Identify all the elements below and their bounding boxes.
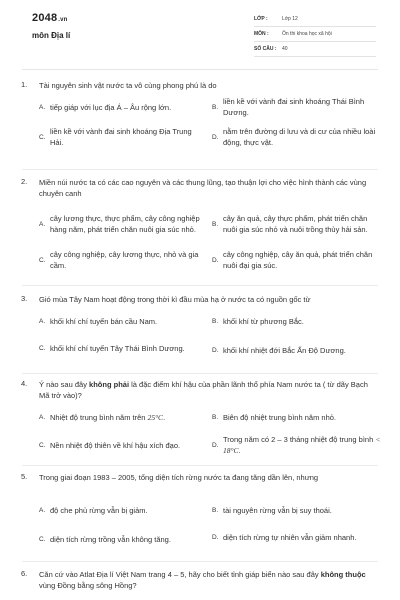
question-text: Tài nguyên sinh vật nước ta vô cùng phong phú là do [39,81,217,90]
question-text: Gió mùa Tây Nam hoạt động trong thời kì đầu mùa hạ ở nước ta có nguồn gốc từ [39,295,311,304]
option-d[interactable] [212,342,382,358]
option-text: liền kề với vành đai sinh khoáng Địa Trung Hải. [50,127,192,147]
option-d[interactable] [212,126,382,148]
option-a[interactable] [39,313,211,329]
option-b[interactable] [212,313,382,329]
meta-row-count [254,42,376,57]
option-letter: C. [39,441,46,449]
question-divider [22,285,378,286]
option-text: tiếp giáp với lục địa Á – Âu rộng lớn. [50,102,172,112]
option-d[interactable] [212,525,382,549]
question-number: 1. [21,80,28,89]
question-divider [22,561,378,562]
logo-main: 2048 [32,12,58,24]
meta-label: LỚP : [254,16,268,22]
option-letter: A. [39,317,46,325]
meta-value: Ôn thi khoa học xã hội [282,31,332,37]
question-text-start: Căn cứ vào Atlat Địa lí Việt Nam trang 4 – 5, hãy cho biết tỉnh giáp biển nào sau đây [39,570,321,579]
option-text: khối khí chí tuyến bán cầu Nam. [50,316,158,326]
option-letter: D. [212,441,219,449]
option-b[interactable] [212,409,382,425]
option-c[interactable] [39,531,211,547]
option-a[interactable] [39,96,214,118]
meta-value: 40 [282,46,288,52]
meta-label: SỐ CÂU : [254,46,277,52]
option-text: khối khí nhiệt đới Bắc Ấn Độ Dương. [223,345,346,355]
option-text-suffix: . [163,412,166,422]
option-letter: B. [212,220,219,228]
option-letter: B. [212,506,219,514]
meta-row-subject [254,27,376,42]
question-number: 6. [21,569,28,578]
option-text: tài nguyên rừng vẫn bị suy thoái. [223,505,332,515]
option-text: Biên độ nhiệt trung bình năm nhỏ. [223,412,336,422]
option-d[interactable] [212,433,382,457]
option-letter: D. [212,346,219,354]
option-text: khối khí chí tuyến Tây Thái Bình Dương. [50,343,185,353]
option-letter: B. [212,317,219,325]
exam-meta [254,12,376,57]
meta-row-grade [254,12,376,27]
option-a[interactable] [39,409,211,425]
option-text: Nền nhiệt độ thiên về khí hậu xích đạo. [50,440,181,450]
question-number: 5. [21,472,28,481]
page-header [0,0,400,70]
option-a[interactable] [39,502,211,518]
question-divider [22,169,378,170]
option-text-main: Nhiệt độ trung bình năm trên [50,412,148,422]
option-letter: A. [39,506,46,514]
option-letter: A. [39,220,46,228]
option-b[interactable] [212,207,382,241]
option-letter: A. [39,413,46,421]
option-b[interactable] [212,502,382,518]
question-number: 2. [21,177,28,186]
question-number: 4. [21,379,28,388]
option-text: liền kề với vành đai sinh khoáng Thái Bình Dương. [223,97,365,117]
option-text: diện tích rừng tự nhiên vẫn giảm nhanh. [223,532,357,542]
option-letter: D. [212,533,219,541]
option-text: cây ăn quả, cây thực phẩm, phát triển chăn nuôi gia súc nhỏ và nuôi trồng thủy hải sản. [223,214,368,234]
option-text: cây lương thực, thực phẩm, cây công nghiệp hàng năm, phát triển chăn nuôi gia súc nhỏ. [50,214,200,234]
subject-title: môn Địa lí [32,31,71,40]
option-a[interactable] [39,207,211,241]
question-divider [22,465,378,466]
header-divider [22,69,378,70]
option-text: nằm trên đường di lưu và di cư của nhiều loài động, thực vật. [223,127,376,147]
question-text [39,569,377,591]
question-text-end: là đặc điểm khí hậu của phần lãnh thổ phía Nam nước ta ( từ dãy Bạch Mã trở vào)? [39,380,368,400]
option-letter: C. [39,535,46,543]
question-emphasis: không thuộc [320,570,366,579]
option-d[interactable] [212,249,382,271]
question-text-start: Ý nào sau đây [39,380,90,389]
question-divider [22,373,378,374]
option-text: khối khí từ phương Bắc. [223,316,304,326]
meta-value: Lớp 12 [282,16,298,22]
option-text-main: Trong năm có 2 – 3 tháng nhiệt độ trung bình [223,435,376,444]
temperature-expression: < 18°C [223,435,381,455]
option-c[interactable] [39,337,204,359]
option-letter: D. [212,256,219,264]
option-text: độ che phủ rừng vẫn bị giảm. [50,505,148,515]
question-text: Trong giai đoạn 1983 – 2005, tổng diện tích rừng nước ta đang tăng dần lên, nhưng [39,473,319,482]
question-emphasis: không phải [89,380,130,389]
question-text [39,379,377,401]
option-text: cây công nghiệp, cây ăn quả, phát triển chăn nuôi đại gia súc. [223,250,373,270]
option-text: cây công nghiệp, cây lương thực, nhỏ và gia cầm. [50,250,199,270]
logo-suffix: .vn [58,17,68,23]
option-c[interactable] [39,433,204,457]
option-letter: B. [212,413,219,421]
option-letter: A. [39,103,46,111]
option-letter: C. [39,344,46,352]
question-text: Miền núi nước ta có các cao nguyên và các thung lũng, tạo thuận lợi cho việc hình thành các vùng chuyên canh [39,178,367,198]
option-letter: B. [212,103,219,111]
option-letter: D. [212,133,219,141]
option-text-suffix: . [238,446,241,455]
option-letter: C. [39,133,46,141]
option-c[interactable] [39,249,211,271]
option-c[interactable] [39,126,204,148]
temperature-expression: 25°C [147,412,164,422]
site-logo[interactable] [32,12,68,24]
option-text [223,434,382,456]
option-text [50,412,165,423]
option-text: diện tích rừng trồng vẫn không tăng. [50,534,171,544]
question-number: 3. [21,294,28,303]
option-letter: C. [39,256,46,264]
option-b[interactable] [212,96,382,118]
question-text-end: vùng Đồng bằng sông Hồng? [39,581,137,590]
meta-label: MÔN : [254,31,269,37]
